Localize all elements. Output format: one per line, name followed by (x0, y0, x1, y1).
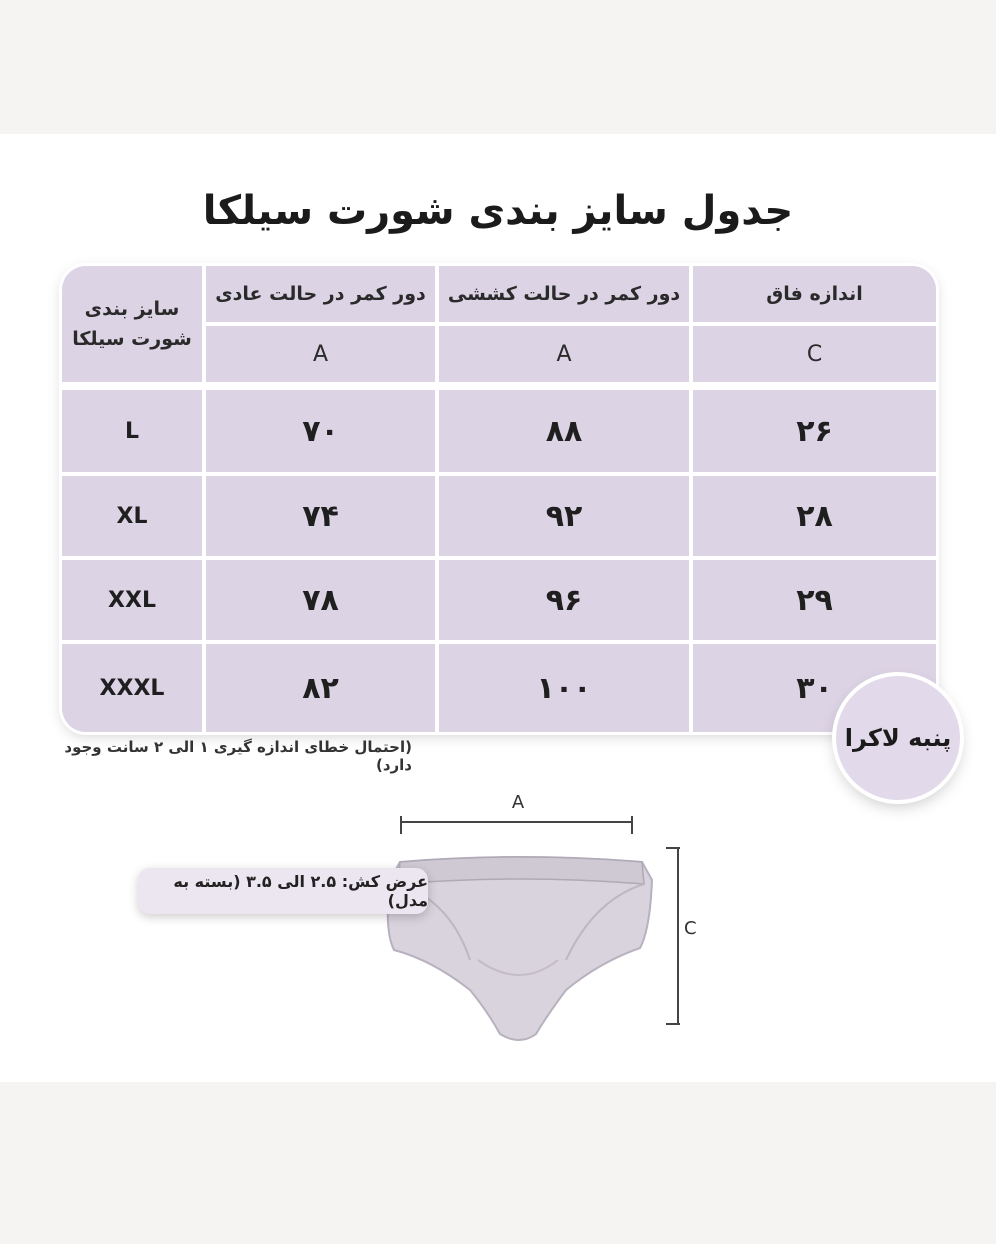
value-cell: ۱۰۰ (439, 644, 689, 732)
value-cell: ۹۲ (439, 476, 689, 556)
code-waist-normal: A (206, 326, 435, 382)
dimension-a-label: A (511, 792, 525, 813)
header-rise: اندازه فاق (693, 266, 936, 322)
header-waist-normal: دور کمر در حالت عادی (206, 266, 435, 322)
size-cell: XXL (62, 560, 202, 640)
size-cell: XXXL (62, 644, 202, 732)
band-width-note (138, 868, 428, 914)
value-cell: ۲۶ (693, 390, 936, 472)
dimension-c-label: C (684, 918, 697, 939)
fabric-badge-label: پنبه لاکرا (844, 724, 952, 752)
value-cell: ۹۶ (439, 560, 689, 640)
size-cell: L (62, 390, 202, 472)
value-cell: ۷۸ (206, 560, 435, 640)
value-cell: ۳۰ (693, 644, 936, 732)
page-title: جدول سایز بندی شورت سیلکا (202, 188, 794, 234)
header-waist-stretched: دور کمر در حالت کششی (439, 266, 689, 322)
value-cell: ۷۰ (206, 390, 435, 472)
value-cell: ۲۸ (693, 476, 936, 556)
size-cell: XL (62, 476, 202, 556)
code-rise: C (693, 326, 936, 382)
value-cell: ۷۴ (206, 476, 435, 556)
corner-label-line1: سایز بندی (84, 297, 180, 320)
dimension-c-bracket (666, 848, 680, 1024)
dimension-a-bracket (401, 816, 632, 834)
value-cell: ۸۲ (206, 644, 435, 732)
code-waist-stretched: A (439, 326, 689, 382)
band-width-note-text: عرض کش: ۲.۵ الی ۳.۵ (بسته به مدل) (173, 872, 428, 910)
value-cell: ۲۹ (693, 560, 936, 640)
corner-label-line2: شورت سیلکا (72, 328, 192, 350)
measurement-note: (احتمال خطای اندازه گیری ۱ الی ۲ سانت وجود دارد) (64, 738, 412, 774)
value-cell: ۸۸ (439, 390, 689, 472)
